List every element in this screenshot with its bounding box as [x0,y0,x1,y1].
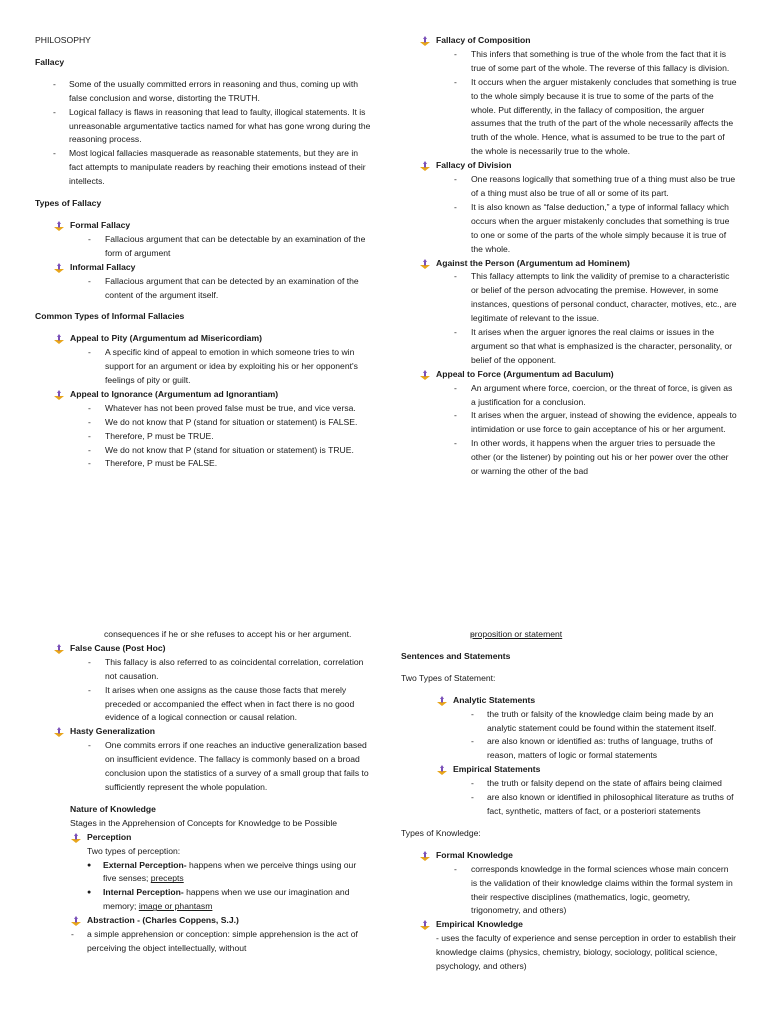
list-item: - One reasons logically that something true of a thing must also be true of a thing must also be true of all or some of its part. [436,173,737,201]
arrow-bullet-icon [420,36,430,46]
arrow-bullet-icon [420,920,430,930]
arrow-bullet-icon [71,833,81,843]
pity-title: Appeal to Pity (Argumentum ad Misericordiam) [70,333,262,344]
list-item: - In other words, it happens when the arguer tries to persuade the other (or the listener) by pointing out his or her power over the other or warning the other of the bad [436,437,737,479]
person-item [401,257,737,271]
subject-title: PHILOSOPHY [35,35,91,45]
division-item [401,159,737,173]
list-item: - This fallacy attempts to link the validity of premise to a characteristic or belief of the person advocating the premise. However, in some instances, questions of personal conduct, character, motives, etc., are legitimate of relevant to the issue. [436,270,737,326]
list-item: - An argument where force, coercion, or the threat of force, is given as a justification for a conclusion. [436,382,737,410]
force-title: Appeal to Force (Argumentum ad Baculum) [436,368,614,379]
formal-knowledge-item [401,849,737,863]
list-item: - proposition or statement [453,628,737,642]
empirical-knowledge-title: Empirical Knowledge [436,919,523,930]
list-item: - the truth or falsity depend on the state of affairs being claimed [453,777,737,791]
list-item: ● Internal Perception- happens when we use our imagination and memory; image or phantasm [87,886,371,914]
arrow-bullet-icon [437,696,447,706]
force-item [401,368,737,382]
ignorance-title: Appeal to Ignorance (Argumentum ad Ignorantiam) [70,388,279,399]
list-item: - corresponds knowledge in the formal sciences whose main concern is the validation of their knowledge claims within the formal system in their respective disciplines (mathematics, logic, geometry, trigonometry, and others) [436,863,737,919]
two-types-text: Two Types of Statement: [401,672,496,683]
list-item: - Fallacious argument that can be detected by an examination of the content of the argument itself. [70,275,371,303]
arrow-bullet-icon [54,334,64,344]
list-item: - Some of the usually committed errors in reasoning and thus, coming up with false conclusion and worse, distorting the TRUTH. [35,78,371,106]
list-item: - It occurs when the arguer mistakenly concludes that something is true to the whole simply because it is true to some of the parts of the whole. Put differently, in the fallacy of composition, the arguer assumes that the truth of the part of the whole necessarily affects the truth of the whole. Hence, what is assumed to be true to the part of the whole is necessarily true to the whole. [436,76,737,159]
list-item: - are also known or identified in philosophical literature as truths of fact, synthetic, matters of fact, or a posteriori statements [453,791,737,819]
list-item: - It is also known as “false deduction,” a type of informal fallacy which occurs when the arguer mistakenly concludes that something is true to one or some of the parts of the whole simply because it is true of the whole. [436,201,737,257]
page2-left-column [35,628,371,956]
analytic-item [401,694,737,708]
list-item: - This infers that something is true of the whole from the fact that it is true of some part of the whole. The reverse of this fallacy is division. [436,48,737,76]
perception-intro: Two types of perception: [87,845,181,856]
list-item: - Therefore, P must be TRUE. [70,430,371,444]
list-item: - It arises when the arguer ignores the real claims or issues in the argument so that what is emphasized is the character, personality, or belief of the opponent. [436,326,737,368]
composition-item [401,34,737,48]
stages-text: Stages in the Apprehension of Concepts for Knowledge to be Possible [70,817,338,828]
hasty-title: Hasty Generalization [70,726,156,737]
false-cause-title: False Cause (Post Hoc) [70,642,166,653]
perception-title: Perception [87,831,132,842]
arrow-bullet-icon [71,916,81,926]
person-title: Against the Person (Argumentum ad Hominem) [436,257,630,268]
arrow-bullet-icon [437,765,447,775]
page-2 [0,512,768,1024]
perception-item [35,831,371,845]
arrow-bullet-icon [420,259,430,269]
knowledge-heading: Nature of Knowledge [70,803,156,814]
analytic-title: Analytic Statements [453,694,536,705]
fallacy-heading: Fallacy [35,56,65,67]
empirical-title: Empirical Statements [453,764,541,775]
perception-list [87,859,371,915]
formal-fallacy-item [35,219,371,233]
arrow-bullet-icon [54,644,64,654]
arrow-bullet-icon [54,390,64,400]
arrow-bullet-icon [54,263,64,273]
false-cause-item [35,642,371,656]
hasty-item [35,725,371,739]
common-heading: Common Types of Informal Fallacies [35,311,185,322]
pity-item [35,332,371,346]
types-heading: Types of Fallacy [35,198,102,209]
ignorance-item [35,388,371,402]
list-item: - the truth or falsity of the knowledge claim being made by an analytic statement could be found within the statement itself. [453,708,737,736]
list-item: ● External Perception- happens when we perceive things using our five senses; precepts [87,859,371,887]
sentences-heading: Sentences and Statements [401,650,511,661]
list-item: - Therefore, P must be FALSE. [70,457,371,471]
page1-left-column [35,34,371,471]
page1-right-column [401,34,737,479]
formal-knowledge-title: Formal Knowledge [436,849,513,860]
arrow-bullet-icon [420,370,430,380]
arrow-bullet-icon [54,727,64,737]
abstraction-title: Abstraction - (Charles Coppens, S.J.) [87,915,239,926]
list-item: - It arises when the arguer, instead of showing the evidence, appeals to intimidation or use force to gain acceptance of his or her argument. [436,409,737,437]
page2-right-column [401,628,737,974]
list-item: - Whatever has not been proved false must be true, and vice versa. [70,402,371,416]
list-item: - It arises when one assigns as the cause those facts that merely preceded or accompanied the effect when in fact there is no good evidence of a logical connection or causal relation. [70,684,371,726]
abstraction-item [35,914,371,928]
list-item: - A specific kind of appeal to emotion in which someone tries to win support for an argument or idea by exploiting his or her opponent's feelings of pity or guilt. [70,346,371,388]
list-item: - Logical fallacy is flaws in reasoning that lead to faulty, illogical statements. It is unreasonable argumentative tactics named for what has gone wrong during the reasoning process. [35,106,371,148]
list-item: - a simple apprehension or conception: simple apprehension is the act of perceiving the object intellectually, without [53,928,371,956]
empirical-knowledge-item [401,918,737,932]
arrow-bullet-icon [420,161,430,171]
empirical-knowledge-text: - uses the faculty of experience and sense perception in order to establish their knowledge claims (physics, chemistry, biology, sociology, political science, psychology, and others) [436,933,737,972]
fallacy-list [35,78,371,189]
informal-fallacy-title: Informal Fallacy [70,261,136,272]
division-title: Fallacy of Division [436,160,512,171]
list-item: - Fallacious argument that can be detectable by an examination of the form of argument [70,233,371,261]
list-item: - We do not know that P (stand for situation or statement) is FALSE. [70,416,371,430]
force-continued-text: consequences if he or she refuses to accept his or her argument. [104,629,352,639]
list-item: - One commits errors if one reaches an inductive generalization based on insufficient evidence. The fallacy is commonly based on a broad conclusion upon the statistics of a survey of a small group that fails to sufficiently represent the whole population. [70,739,371,795]
types-knowledge-text: Types of Knowledge: [401,827,481,838]
formal-fallacy-title: Formal Fallacy [70,219,131,230]
empirical-item [401,763,737,777]
list-item: - are also known or identified as: truths of language, truths of reason, matters of logic or formal statements [453,735,737,763]
list-item: - Most logical fallacies masquerade as reasonable statements, but they are in fact attempts to manipulate readers by reaching their emotions instead of their intellects. [35,147,371,189]
list-item: - This fallacy is also referred to as coincidental correlation, correlation not causation. [70,656,371,684]
arrow-bullet-icon [54,221,64,231]
informal-fallacy-item [35,261,371,275]
list-item: - We do not know that P (stand for situation or statement) is TRUE. [70,444,371,458]
arrow-bullet-icon [420,851,430,861]
composition-title: Fallacy of Composition [436,35,531,45]
